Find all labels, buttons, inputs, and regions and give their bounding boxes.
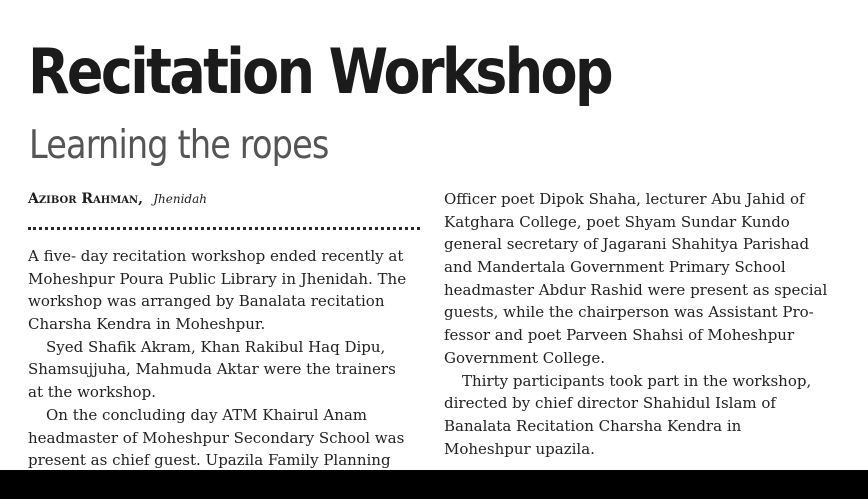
body-line: Charsha Kendra in Moheshpur. — [28, 315, 266, 334]
byline — [28, 190, 207, 209]
body-line: guests, while the chairperson was Assistant Pro- — [444, 303, 814, 322]
body-line: directed by chief director Shahidul Islam of — [444, 394, 776, 413]
left-column — [28, 245, 406, 470]
right-column — [444, 188, 827, 460]
body-line: Moheshpur upazila. — [444, 439, 595, 458]
byline-author: Azibor Rahman, — [28, 191, 144, 207]
byline-location: Jhenidah — [153, 192, 207, 206]
body-line: Officer poet Dipok Shaha, lecturer Abu Jahid of — [444, 190, 805, 208]
body-line: Government College. — [444, 348, 605, 367]
paragraph-first-line: Thirty participants took part in the workshop, — [462, 371, 812, 390]
body-line: Banalata Recitation Charsha Kendra in — [444, 416, 742, 435]
body-line: at the workshop. — [28, 383, 156, 402]
body-line: fessor and poet Parveen Shahsi of Moheshpur — [444, 326, 795, 345]
body-line: and Mandertala Government Primary School — [444, 258, 786, 277]
body-line: present as chief guest. Upazila Family Planning — [28, 451, 391, 470]
body-line: Katghara College, poet Shyam Sundar Kundo — [444, 212, 790, 231]
body-line: workshop was arranged by Banalata recitation — [28, 292, 385, 311]
paragraph-first-line: Syed Shafik Akram, Khan Rakibul Haq Dipu, — [46, 337, 386, 356]
dotted-divider — [28, 227, 420, 230]
paragraph-first-line: On the concluding day ATM Khairul Anam — [46, 405, 368, 424]
headline: Recitation Workshop — [28, 35, 611, 108]
subheadline: Learning the ropes — [29, 123, 329, 168]
body-line: general secretary of Jagarani Shahitya Parishad — [444, 235, 810, 254]
body-line: headmaster of Moheshpur Secondary School was — [28, 428, 405, 447]
body-line: A five- day recitation workshop ended recently at — [28, 247, 404, 265]
body-line: Shamsujjuha, Mahmuda Aktar were the trainers — [28, 360, 396, 379]
body-line: headmaster Abdur Rashid were present as special — [444, 280, 828, 299]
body-line: Moheshpur Poura Public Library in Jhenidah. The — [28, 269, 407, 288]
